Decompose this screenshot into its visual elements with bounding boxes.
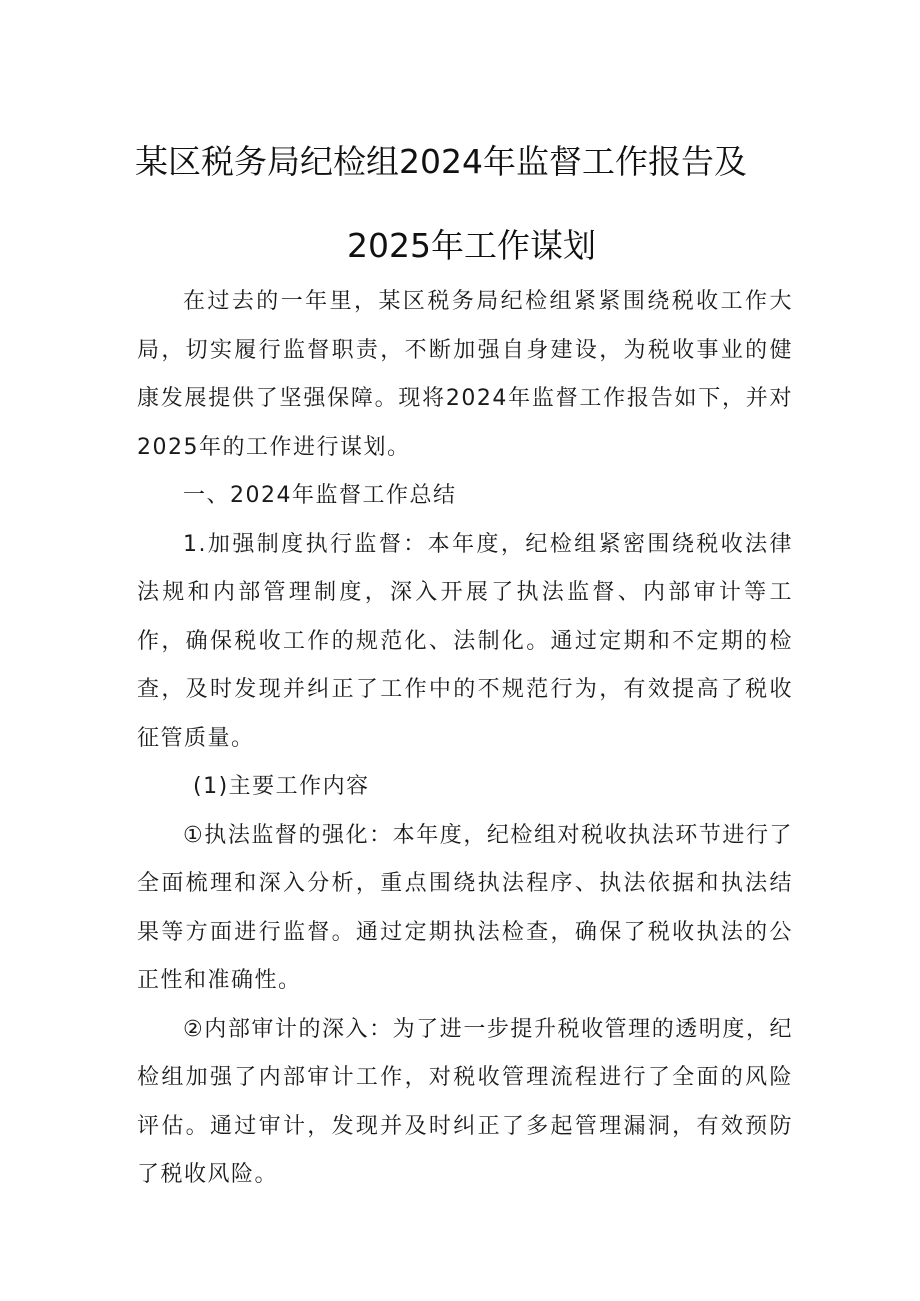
subheading-main-work: (1)主要工作内容: [193, 774, 370, 799]
document-body: [137, 278, 793, 1200]
intro-paragraph: 在过去的一年里，某区税务局纪检组紧紧围绕税收工作大局，切实履行监督职责，不断加强自身建设，为税收事业的健康发展提供了坚强保障。现将2024年监督工作报告如下，并对2025年的工作进行谋划。: [137, 289, 793, 460]
document-title-line-1: 某区税务局纪检组2024年监督工作报告及: [135, 142, 747, 181]
paragraph-institution-supervision: 1.加强制度执行监督：本年度，纪检组紧密围绕税收法律法规和内部管理制度，深入开展了执法监督、内部审计等工作，确保税收工作的规范化、法制化。通过定期和不定期的检查，及时发现并纠正了工作中的不规范行为，有效提高了税收征管质量。: [137, 531, 793, 751]
paragraph-internal-audit: ②内部审计的深入：为了进一步提升税收管理的透明度，纪检组加强了内部审计工作，对税收管理流程进行了全面的风险评估。通过审计，发现并及时纠正了多起管理漏洞，有效预防了税收风险。: [137, 1016, 793, 1187]
paragraph-enforcement-supervision: ①执法监督的强化：本年度，纪检组对税收执法环节进行了全面梳理和深入分析，重点围绕执法程序、执法依据和执法结果等方面进行监督。通过定期执法检查，确保了税收执法的公正性和准确性。: [137, 822, 793, 993]
document-title-line-2: 2025年工作谋划: [347, 226, 596, 265]
section-heading-summary: 一、2024年监督工作总结: [183, 483, 457, 508]
